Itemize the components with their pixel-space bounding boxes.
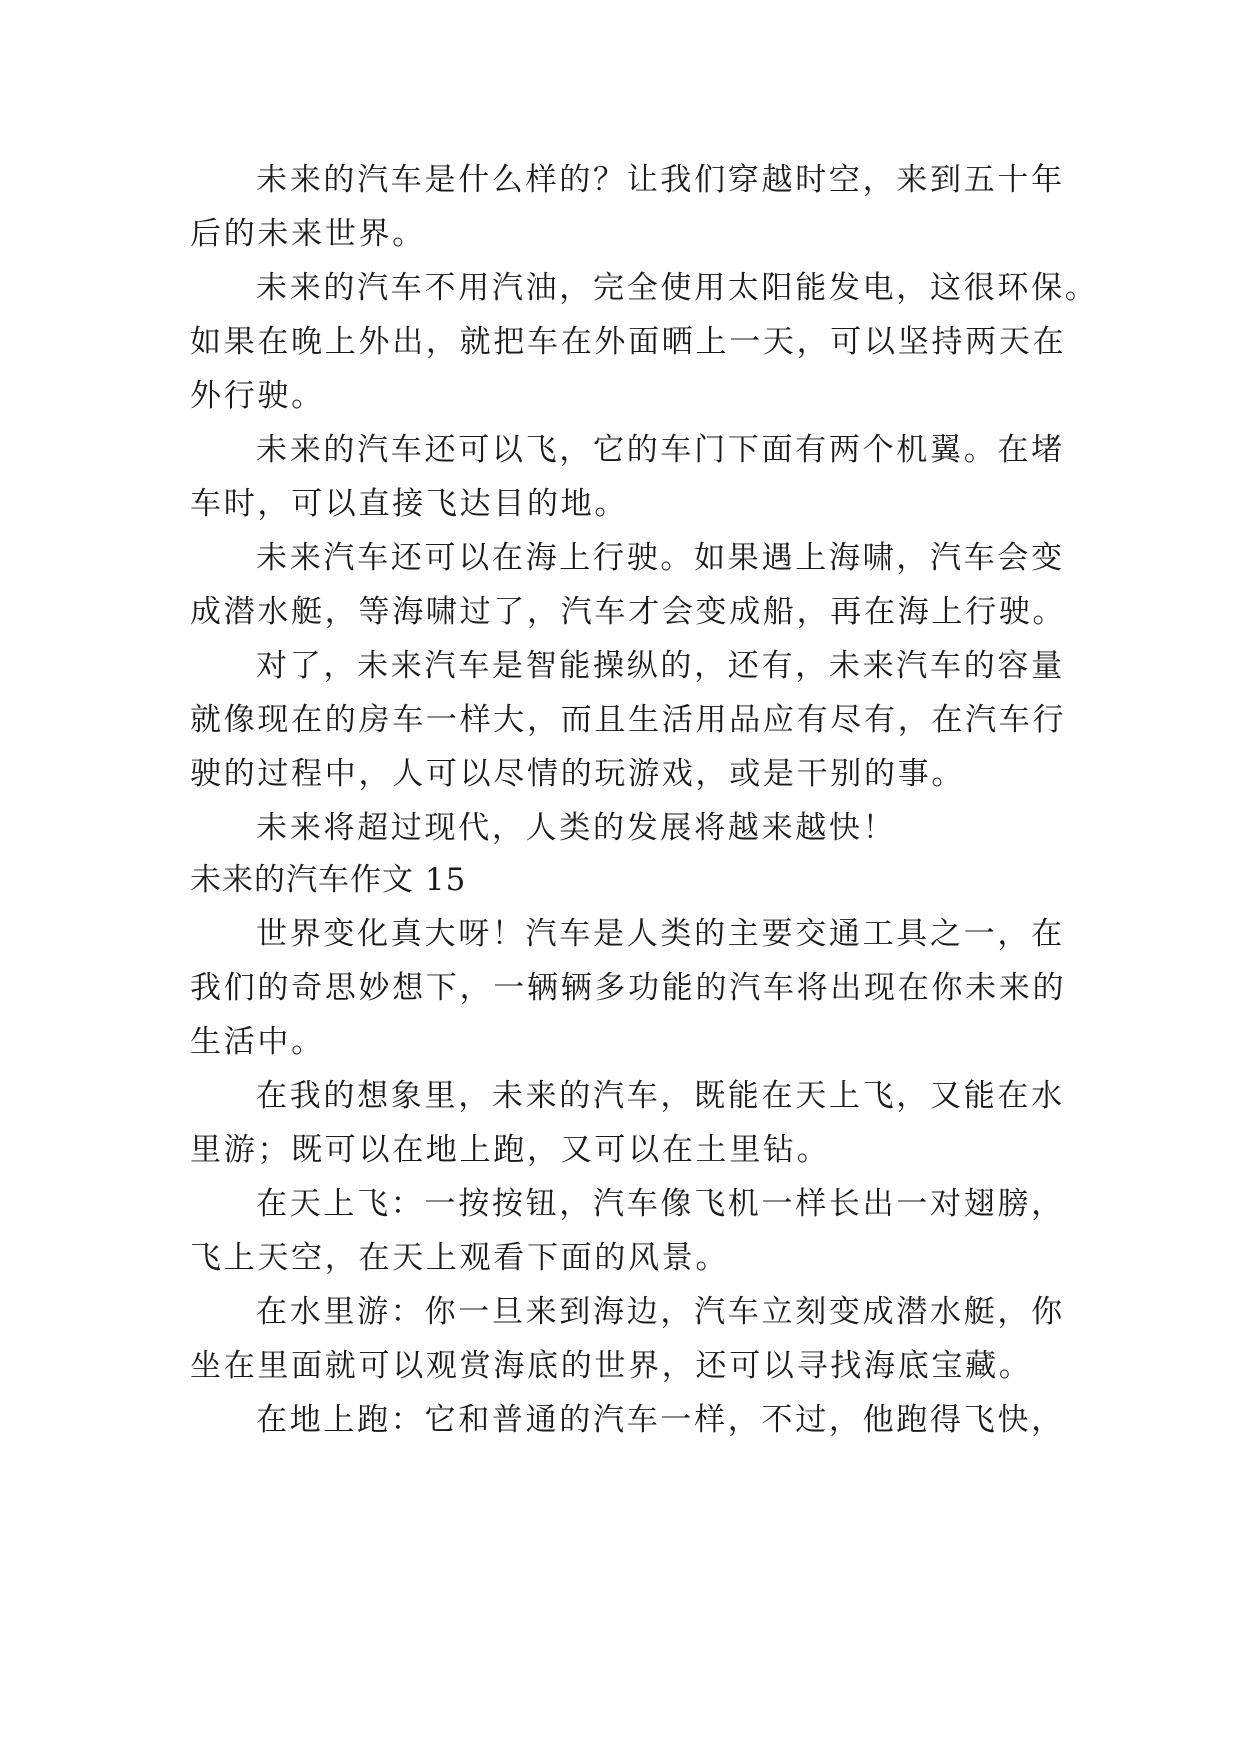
paragraph-line: 生活中。 xyxy=(190,1024,325,1060)
paragraph-line: 我们的奇思妙想下，一辆辆多功能的汽车将出现在你未来的 xyxy=(190,970,1067,1006)
paragraph-line: 未来的汽车是什么样的？让我们穿越时空，来到五十年 xyxy=(256,162,1065,198)
paragraph-line: 坐在里面就可以观赏海底的世界，还可以寻找海底宝藏。 xyxy=(190,1348,1033,1384)
paragraph-line: 外行驶。 xyxy=(190,378,325,414)
paragraph-line: 在我的想象里，未来的汽车，既能在天上飞，又能在水 xyxy=(256,1078,1065,1114)
paragraph-line: 未来汽车还可以在海上行驶。如果遇上海啸，汽车会变 xyxy=(256,540,1065,576)
paragraph-line: 车时，可以直接飞达目的地。 xyxy=(190,486,629,522)
paragraph-line: 就像现在的房车一样大，而且生活用品应有尽有，在汽车行 xyxy=(190,702,1067,738)
paragraph-line: 驶的过程中，人可以尽情的玩游戏，或是干别的事。 xyxy=(190,756,966,792)
paragraph-line: 如果在晚上外出，就把车在外面晒上一天，可以坚持两天在 xyxy=(190,324,1067,360)
paragraph-line: 后的未来世界。 xyxy=(190,216,426,252)
paragraph-line: 世界变化真大呀！汽车是人类的主要交通工具之一，在 xyxy=(256,916,1065,952)
paragraph-line: 未来的汽车还可以飞，它的车门下面有两个机翼。在堵 xyxy=(256,432,1065,468)
paragraph-line: 在天上飞：一按按钮，汽车像飞机一样长出一对翅膀， xyxy=(256,1186,1065,1222)
section-heading: 未来的汽车作文 15 xyxy=(190,862,467,898)
paragraph-line: 在水里游：你一旦来到海边，汽车立刻变成潜水艇，你 xyxy=(256,1294,1065,1330)
paragraph-line: 在地上跑：它和普通的汽车一样，不过，他跑得飞快， xyxy=(256,1402,1065,1438)
paragraph-line: 未来的汽车不用汽油，完全使用太阳能发电，这很环保。 xyxy=(256,270,1099,306)
paragraph-line: 对了，未来汽车是智能操纵的，还有，未来汽车的容量 xyxy=(256,648,1065,684)
paragraph-line: 里游；既可以在地上跑，又可以在土里钻。 xyxy=(190,1132,831,1168)
paragraph-line: 成潜水艇，等海啸过了，汽车才会变成船，再在海上行驶。 xyxy=(190,594,1067,630)
paragraph-line: 未来将超过现代，人类的发展将越来越快！ xyxy=(256,810,897,846)
paragraph-line: 飞上天空，在天上观看下面的风景。 xyxy=(190,1240,730,1276)
